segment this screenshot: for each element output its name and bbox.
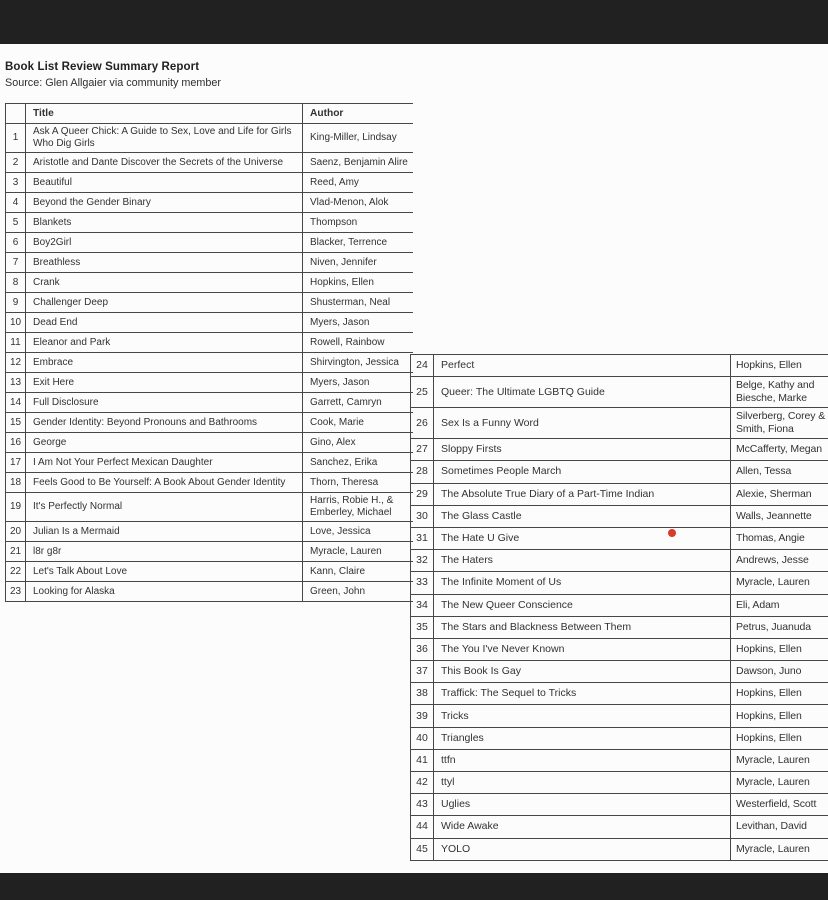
cell-title: The New Queer Conscience xyxy=(434,594,731,616)
cell-title: It's Perfectly Normal xyxy=(26,493,303,522)
cell-author: Hopkins, Ellen xyxy=(731,727,828,749)
table-row xyxy=(411,772,828,794)
cell-num: 33 xyxy=(411,572,434,594)
cell-author: Garrett, Camryn xyxy=(303,393,413,413)
page-title: Book List Review Summary Report xyxy=(5,61,200,73)
cell-title: Eleanor and Park xyxy=(26,333,303,353)
cell-title: Breathless xyxy=(26,253,303,273)
table-row xyxy=(411,483,828,505)
book-table-right xyxy=(410,354,828,861)
cell-author: Andrews, Jesse xyxy=(731,550,828,572)
cell-author: Petrus, Juanuda xyxy=(731,616,828,638)
table-row xyxy=(411,838,828,860)
cell-title: Embrace xyxy=(26,353,303,373)
cell-num: 35 xyxy=(411,616,434,638)
cell-author: Harris, Robie H., & Emberley, Michael xyxy=(303,493,413,522)
red-dot-marker xyxy=(668,529,676,537)
cell-title: Blankets xyxy=(26,213,303,233)
cell-title: Sloppy Firsts xyxy=(434,439,731,461)
cell-num: 7 xyxy=(6,253,26,273)
cell-author: Myracle, Lauren xyxy=(303,542,413,562)
cell-author: McCafferty, Megan xyxy=(731,439,828,461)
cell-title: The Infinite Moment of Us xyxy=(434,572,731,594)
cell-author: Gino, Alex xyxy=(303,433,413,453)
cell-author: Hopkins, Ellen xyxy=(731,705,828,727)
table-row xyxy=(6,213,413,233)
cell-title: Triangles xyxy=(434,727,731,749)
cell-author: Belge, Kathy and Biesche, Marke xyxy=(731,377,828,408)
cell-num: 31 xyxy=(411,527,434,549)
cell-num: 43 xyxy=(411,794,434,816)
cell-title: Challenger Deep xyxy=(26,293,303,313)
book-table-right-body xyxy=(411,355,828,861)
cell-author: Hopkins, Ellen xyxy=(731,355,828,377)
cell-author: Rowell, Rainbow xyxy=(303,333,413,353)
cell-author: Walls, Jeannette xyxy=(731,505,828,527)
cell-title: ttfn xyxy=(434,749,731,771)
cell-num: 12 xyxy=(6,353,26,373)
cell-num: 14 xyxy=(6,393,26,413)
cell-author: Eli, Adam xyxy=(731,594,828,616)
cell-title: YOLO xyxy=(434,838,731,860)
cell-num: 4 xyxy=(6,193,26,213)
cell-title: Looking for Alaska xyxy=(26,582,303,602)
cell-num: 39 xyxy=(411,705,434,727)
cell-num: 34 xyxy=(411,594,434,616)
header-title-cell: Title xyxy=(26,104,303,124)
cell-title: Julian Is a Mermaid xyxy=(26,522,303,542)
cell-author: Thomas, Angie xyxy=(731,527,828,549)
cell-title: The You I've Never Known xyxy=(434,638,731,660)
table-row xyxy=(6,124,413,153)
cell-author: Myracle, Lauren xyxy=(731,838,828,860)
cell-num: 3 xyxy=(6,173,26,193)
table-row xyxy=(6,473,413,493)
table-row xyxy=(411,594,828,616)
cell-num: 2 xyxy=(6,153,26,173)
cell-title: Feels Good to Be Yourself: A Book About Gender Identity xyxy=(26,473,303,493)
table-row xyxy=(6,433,413,453)
cell-num: 13 xyxy=(6,373,26,393)
table-row xyxy=(411,749,828,771)
cell-title: Let's Talk About Love xyxy=(26,562,303,582)
cell-num: 28 xyxy=(411,461,434,483)
table-row xyxy=(411,527,828,549)
cell-num: 20 xyxy=(6,522,26,542)
cell-title: George xyxy=(26,433,303,453)
cell-num: 44 xyxy=(411,816,434,838)
cell-author: Hopkins, Ellen xyxy=(303,273,413,293)
table-row xyxy=(6,522,413,542)
cell-num: 22 xyxy=(6,562,26,582)
cell-num: 16 xyxy=(6,433,26,453)
cell-num: 21 xyxy=(6,542,26,562)
table-row xyxy=(411,816,828,838)
cell-title: Uglies xyxy=(434,794,731,816)
header-author-cell: Author xyxy=(303,104,413,124)
cell-num: 24 xyxy=(411,355,434,377)
cell-num: 23 xyxy=(6,582,26,602)
table-row xyxy=(6,193,413,213)
table-row xyxy=(6,393,413,413)
cell-title: Boy2Girl xyxy=(26,233,303,253)
cell-author: Love, Jessica xyxy=(303,522,413,542)
cell-num: 45 xyxy=(411,838,434,860)
cell-title: Full Disclosure xyxy=(26,393,303,413)
cell-author: Sanchez, Erika xyxy=(303,453,413,473)
cell-num: 25 xyxy=(411,377,434,408)
table-row xyxy=(6,542,413,562)
table-row xyxy=(6,493,413,522)
table-row xyxy=(6,582,413,602)
cell-num: 37 xyxy=(411,661,434,683)
cell-num: 8 xyxy=(6,273,26,293)
table-row xyxy=(6,373,413,393)
table-row xyxy=(6,413,413,433)
table-row xyxy=(411,550,828,572)
table-row xyxy=(6,353,413,373)
source-line: Source: Glen Allgaier via community member xyxy=(5,77,222,89)
cell-author: Shirvington, Jessica xyxy=(303,353,413,373)
cell-num: 17 xyxy=(6,453,26,473)
cell-author: King-Miller, Lindsay xyxy=(303,124,413,153)
top-letterbox-bar xyxy=(0,0,828,44)
cell-author: Myracle, Lauren xyxy=(731,749,828,771)
table-row xyxy=(411,661,828,683)
cell-title: Beyond the Gender Binary xyxy=(26,193,303,213)
cell-num: 9 xyxy=(6,293,26,313)
cell-num: 5 xyxy=(6,213,26,233)
cell-title: Sometimes People March xyxy=(434,461,731,483)
cell-num: 19 xyxy=(6,493,26,522)
cell-title: Perfect xyxy=(434,355,731,377)
cell-author: Thorn, Theresa xyxy=(303,473,413,493)
book-table-left xyxy=(5,103,413,602)
table-row xyxy=(411,461,828,483)
cell-title: Queer: The Ultimate LGBTQ Guide xyxy=(434,377,731,408)
cell-num: 42 xyxy=(411,772,434,794)
cell-title: Aristotle and Dante Discover the Secrets of the Universe xyxy=(26,153,303,173)
table-row xyxy=(6,233,413,253)
cell-title: Wide Awake xyxy=(434,816,731,838)
table-row xyxy=(411,683,828,705)
cell-num: 1 xyxy=(6,124,26,153)
cell-num: 30 xyxy=(411,505,434,527)
header-corner-cell xyxy=(6,104,26,124)
cell-author: Saenz, Benjamin Alire xyxy=(303,153,413,173)
cell-title: Exit Here xyxy=(26,373,303,393)
cell-author: Westerfield, Scott xyxy=(731,794,828,816)
cell-author: Allen, Tessa xyxy=(731,461,828,483)
table-row xyxy=(411,505,828,527)
cell-num: 29 xyxy=(411,483,434,505)
cell-num: 11 xyxy=(6,333,26,353)
cell-title: The Haters xyxy=(434,550,731,572)
table-row xyxy=(6,453,413,473)
cell-title: Crank xyxy=(26,273,303,293)
cell-title: l8r g8r xyxy=(26,542,303,562)
table-row xyxy=(411,439,828,461)
cell-author: Alexie, Sherman xyxy=(731,483,828,505)
bottom-letterbox-bar xyxy=(0,873,828,900)
cell-author: Vlad-Menon, Alok xyxy=(303,193,413,213)
cell-author: Myers, Jason xyxy=(303,313,413,333)
cell-title: ttyl xyxy=(434,772,731,794)
cell-author: Niven, Jennifer xyxy=(303,253,413,273)
cell-title: Gender Identity: Beyond Pronouns and Bathrooms xyxy=(26,413,303,433)
table-row xyxy=(6,333,413,353)
table-row xyxy=(411,408,828,439)
table-row xyxy=(6,293,413,313)
cell-title: The Glass Castle xyxy=(434,505,731,527)
cell-author: Levithan, David xyxy=(731,816,828,838)
table-row xyxy=(411,616,828,638)
table-row xyxy=(6,562,413,582)
table-row xyxy=(6,153,413,173)
cell-author: Reed, Amy xyxy=(303,173,413,193)
cell-title: Traffick: The Sequel to Tricks xyxy=(434,683,731,705)
cell-title: The Hate U Give xyxy=(434,527,731,549)
table-row xyxy=(411,705,828,727)
table-row xyxy=(411,727,828,749)
table-row xyxy=(411,638,828,660)
table-row xyxy=(411,794,828,816)
table-row xyxy=(411,377,828,408)
cell-author: Myers, Jason xyxy=(303,373,413,393)
cell-num: 36 xyxy=(411,638,434,660)
cell-num: 41 xyxy=(411,749,434,771)
cell-title: The Stars and Blackness Between Them xyxy=(434,616,731,638)
cell-title: Ask A Queer Chick: A Guide to Sex, Love and Life for Girls Who Dig Girls xyxy=(26,124,303,153)
cell-author: Thompson xyxy=(303,213,413,233)
cell-author: Blacker, Terrence xyxy=(303,233,413,253)
cell-title: This Book Is Gay xyxy=(434,661,731,683)
cell-num: 27 xyxy=(411,439,434,461)
cell-num: 40 xyxy=(411,727,434,749)
cell-author: Dawson, Juno xyxy=(731,661,828,683)
book-table-left-body xyxy=(6,124,413,602)
cell-title: Beautiful xyxy=(26,173,303,193)
cell-title: Dead End xyxy=(26,313,303,333)
cell-title: The Absolute True Diary of a Part-Time Indian xyxy=(434,483,731,505)
cell-num: 10 xyxy=(6,313,26,333)
table-row xyxy=(6,173,413,193)
cell-author: Green, John xyxy=(303,582,413,602)
cell-num: 6 xyxy=(6,233,26,253)
table-row xyxy=(411,355,828,377)
cell-author: Myracle, Lauren xyxy=(731,572,828,594)
cell-author: Kann, Claire xyxy=(303,562,413,582)
cell-num: 38 xyxy=(411,683,434,705)
table-header-row xyxy=(6,104,413,124)
table-row xyxy=(6,253,413,273)
cell-num: 26 xyxy=(411,408,434,439)
cell-title: Tricks xyxy=(434,705,731,727)
cell-author: Shusterman, Neal xyxy=(303,293,413,313)
cell-title: I Am Not Your Perfect Mexican Daughter xyxy=(26,453,303,473)
cell-num: 15 xyxy=(6,413,26,433)
cell-author: Hopkins, Ellen xyxy=(731,638,828,660)
cell-author: Hopkins, Ellen xyxy=(731,683,828,705)
cell-author: Silverberg, Corey & Smith, Fiona xyxy=(731,408,828,439)
cell-author: Cook, Marie xyxy=(303,413,413,433)
cell-title: Sex Is a Funny Word xyxy=(434,408,731,439)
cell-num: 32 xyxy=(411,550,434,572)
table-row xyxy=(411,572,828,594)
table-row xyxy=(6,273,413,293)
table-row xyxy=(6,313,413,333)
cell-num: 18 xyxy=(6,473,26,493)
cell-author: Myracle, Lauren xyxy=(731,772,828,794)
